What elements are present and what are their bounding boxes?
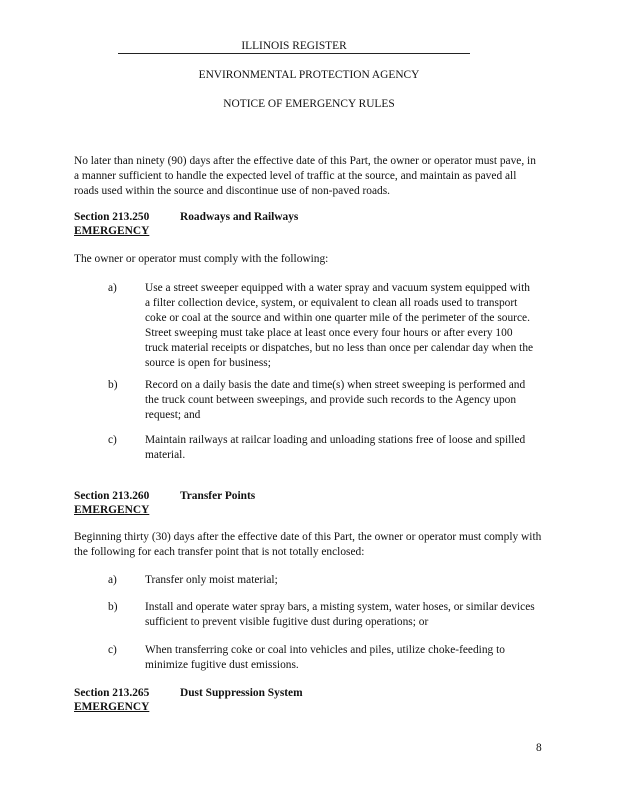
list-item-label: b) [108,601,118,613]
section-heading [74,489,255,504]
section-title: Transfer Points [180,490,256,502]
list-item-text: When transferring coke or coal into vehicles and piles, utilize choke-feeding to minimize fugitive dust emissions. [145,644,505,671]
register-header: ILLINOIS REGISTER [118,40,470,54]
intro-paragraph: No later than ninety (90) days after the effective date of this Part, the owner or operator must pave, in a manner sufficient to handle the expected level of traffic at the source, and maintain as paved all roads used within the source and discontinue use of non-paved roads. [74,155,536,197]
list-item-text: Record on a daily basis the date and time(s) when street sweeping is performed and the truck count between sweepings, and provide such records to the Agency upon request; and [145,379,526,421]
list-item-text: Transfer only moist material; [145,574,278,586]
notice-title: NOTICE OF EMERGENCY RULES [223,98,395,110]
emergency-label: EMERGENCY [74,504,150,516]
section-number: Section 213.260 [74,490,150,502]
emergency-label: EMERGENCY [74,701,150,713]
list-item-label: a) [108,574,117,586]
list-item-label: c) [108,644,117,656]
section-heading [74,210,298,225]
emergency-label: EMERGENCY [74,225,150,237]
list-item-label: c) [108,434,117,446]
section-number: Section 213.250 [74,211,150,223]
agency-name: ENVIRONMENTAL PROTECTION AGENCY [198,69,420,81]
section-title: Dust Suppression System [180,687,303,699]
section-lead: The owner or operator must comply with the following: [74,253,329,265]
section-lead: Beginning thirty (30) days after the effective date of this Part, the owner or operator must comply with the following for each transfer point that is not totally enclosed: [74,531,542,558]
list-item-label: a) [108,282,117,294]
list-item-text: Maintain railways at railcar loading and unloading stations free of loose and spilled material. [145,434,526,461]
list-item-label: b) [108,379,118,391]
page-number: 8 [536,742,542,754]
section-number: Section 213.265 [74,687,150,699]
list-item-text: Install and operate water spray bars, a misting system, water hoses, or similar devices sufficient to prevent visible fugitive dust during operations; or [145,601,535,628]
section-heading [74,686,303,701]
section-title: Roadways and Railways [180,211,299,223]
list-item-text: Use a street sweeper equipped with a water spray and vacuum system equipped with a filter collection device, system, or equivalent to clean all roads used to transport coke or coal at the source and within one quarter mile of the perimeter of the source. Street sweeping must take place at least once every four hours or after every 100 truck material receipts or dispatches, but no less than once per calendar day when the source is open for business; [145,282,534,369]
